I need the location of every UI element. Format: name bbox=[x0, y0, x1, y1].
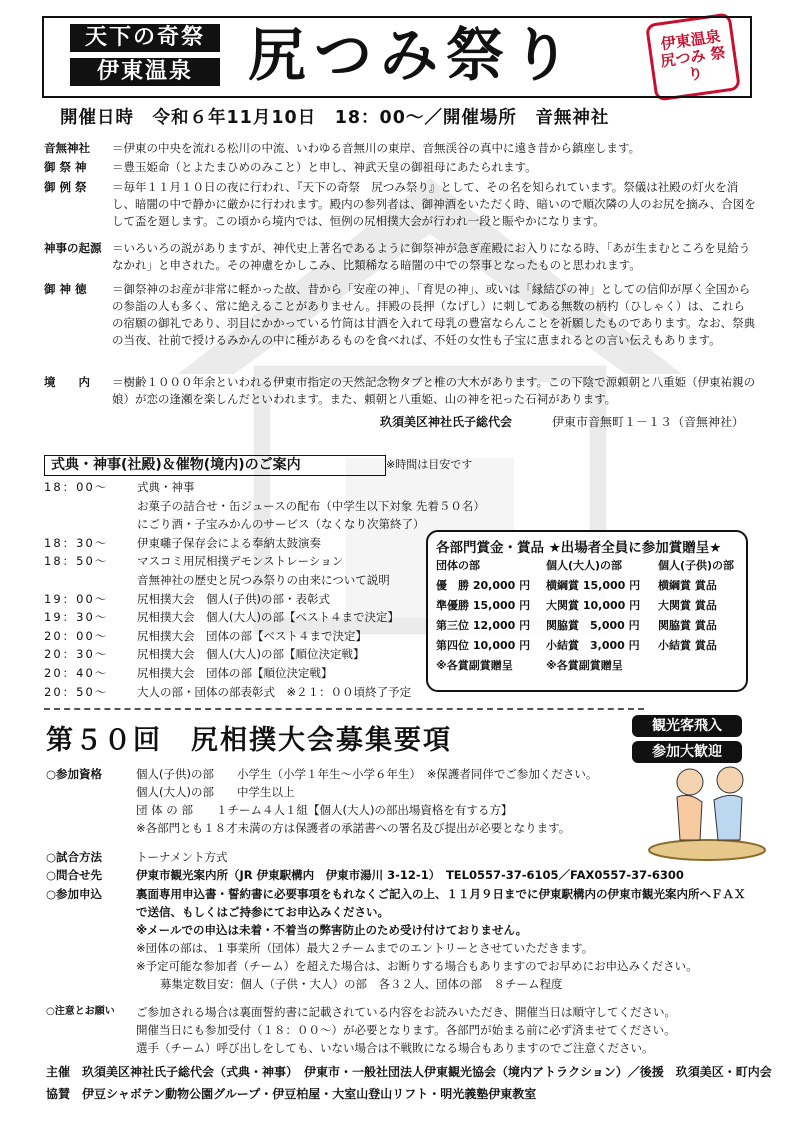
apply-line: ※予定可能な参加者（チーム）を超えた場合は、お断りする場合もありますのでお早めにお申込みください。 bbox=[136, 959, 698, 973]
section-divider bbox=[44, 708, 644, 710]
info-key: 神事の起源 bbox=[44, 241, 102, 255]
req-value bbox=[136, 765, 756, 837]
schedule-item bbox=[44, 478, 464, 497]
schedule-desc: 式典・神事 bbox=[137, 480, 195, 494]
info-text: ＝御祭神のお産が非常に軽かった故、昔から「安産の神」、「育児の神」、或いは「縁結びの神」としての信仰が厚く全国からの参詣の人も多く、常に絶えることがありません。拝殿の長押（なげし）に刺してある無数の柄杓（ひしゃく）は、これらの宿願の御礼であり、羽目にかかっている竹筒は甘酒を入れて母乳の豊富ならんことを祈願したものであります。なお、祭典の当夜、社前で授けるみかんの中に種があるものを食べれば、不妊の女性も子宝に恵まれるとの言い伝えもあります。 bbox=[112, 282, 756, 347]
prize-item: 優 勝 20,000 円 bbox=[436, 579, 531, 592]
schedule-desc: 尻相撲大会 個人(子供)の部・表彰式 bbox=[137, 591, 330, 606]
prize-item: 大関賞 10,000 円 bbox=[546, 599, 641, 612]
prize-child-column bbox=[658, 556, 734, 656]
req-key: ○試合方法 bbox=[46, 850, 103, 864]
schedule-desc: 伊東囃子保存会による奉納太鼓演奏 bbox=[137, 535, 321, 550]
req-qualification bbox=[46, 765, 756, 837]
schedule-item bbox=[44, 608, 464, 627]
schedule-item bbox=[44, 497, 485, 516]
info-row bbox=[44, 140, 756, 157]
req-value: トーナメント方式 bbox=[136, 850, 228, 864]
schedule-time: 20：50〜 bbox=[44, 684, 109, 699]
schedule-desc: マスコミ用尻相撲デモンストレーション bbox=[137, 554, 344, 569]
footer-support: 協賛 伊豆シャボテン動物公園グループ・伊豆柏屋・大室山登山リフト・明光義塾伊東教室 bbox=[46, 1087, 537, 1101]
schedule-heading: 式典・神事(社殿)＆催物(境内)のご案内 bbox=[44, 455, 386, 476]
schedule-item bbox=[44, 683, 464, 702]
signature-address: 伊東市音無町１－１３（音無神社） bbox=[552, 415, 745, 429]
signature-org: 玖須美区神社氏子総代会 bbox=[380, 415, 513, 429]
info-row bbox=[44, 179, 756, 230]
apply-line: ※団体の部は、１事業所（団体）最大２チームまでのエントリーとさせていただきます。 bbox=[136, 941, 594, 955]
schedule-time: 19：30〜 bbox=[44, 610, 109, 625]
qual-line: 団 体 の 部 １チーム４人１組【個人(大人)の部出場資格を有する方】 bbox=[136, 803, 513, 817]
schedule-desc: にごり酒・子宝みかんのサービス（なくなり次第終了） bbox=[137, 517, 425, 532]
recruit-title: 第５０回 尻相撲大会募集要項 bbox=[46, 725, 452, 756]
apply-line: 募集定数目安：個人（子供・大人）の部 各３２人、団体の部 ８チーム程度 bbox=[160, 977, 563, 991]
schedule-time: 18：50〜 bbox=[44, 554, 109, 569]
header-frame bbox=[42, 16, 752, 98]
req-key: ○参加資格 bbox=[46, 767, 103, 781]
tag-tenka-no-kisai: 天下の奇祭 bbox=[70, 24, 220, 52]
prize-title: 各部門賞金・賞品 ★出場者全員に参加賞贈呈★ bbox=[436, 540, 722, 556]
schedule-desc: お菓子の詰合せ・缶ジュースの配布（中学生以下対象 先着５０名） bbox=[137, 498, 485, 513]
schedule-desc: 音無神社の歴史と尻つみ祭りの由来について説明 bbox=[137, 572, 390, 587]
info-key: 御 例 祭 bbox=[44, 180, 87, 194]
schedule-item bbox=[44, 627, 464, 646]
info-key: 境 内 bbox=[44, 375, 90, 389]
prize-item: 関脇賞 5,000 円 bbox=[546, 619, 640, 632]
prize-item: 大関賞 賞品 bbox=[658, 599, 717, 612]
prize-item: ※各賞副賞贈呈 bbox=[546, 659, 623, 672]
info-text: ＝伊東の中央を流れる松川の中流、いわゆる音無川の東岸、音無渓谷の真中に遠き昔から鎮座します。 bbox=[112, 141, 641, 155]
schedule-item bbox=[44, 664, 464, 683]
note-line: 選手（チーム）呼び出しをしても、いない場合は不戦敗になる場合もありますのでご注意ください。 bbox=[136, 1041, 654, 1055]
schedule-time: 18：00〜 bbox=[44, 480, 109, 494]
req-key: ○参加申込 bbox=[46, 887, 103, 901]
schedule-desc: 尻相撲大会 個人(大人)の部【順位決定戦】 bbox=[137, 647, 365, 662]
info-text: ＝樹齢１０００年余といわれる伊東市指定の天然記念物タブと椎の大木があります。この下陰で源頼朝と八重姫（伊東祐親の娘）が恋の逢瀬を楽しんだといわれます。また、頼朝と八重姫、山の神を祀った石祠があります。 bbox=[112, 375, 756, 406]
schedule-item bbox=[44, 515, 464, 534]
prize-item: 第三位 12,000 円 bbox=[436, 619, 531, 632]
info-key: 御 神 徳 bbox=[44, 282, 87, 296]
page-title: 尻つみ祭り bbox=[248, 21, 579, 89]
apply-line: 裏面専用申込書・誓約書に必要事項をもれなくご記入の上、１１月９日までに伊東駅構内の伊東市観光案内所へＦＡＸで送信、もしくはご持参にてお申込みください。 bbox=[136, 887, 746, 919]
info-row bbox=[44, 159, 756, 176]
badge-line: 観光客飛入 bbox=[632, 715, 742, 737]
apply-line: ※メールでの申込は未着・不着当の弊害防止のため受け付けておりません。 bbox=[136, 923, 528, 937]
info-key: 音無神社 bbox=[44, 141, 90, 155]
schedule-item bbox=[44, 645, 464, 664]
req-notes bbox=[46, 1003, 756, 1057]
prize-item: 小結賞 賞品 bbox=[658, 639, 717, 652]
schedule-time: 18：30〜 bbox=[44, 535, 109, 550]
req-value: 伊東市観光案内所（JR 伊東駅構内 伊東市湯川 3-12-1） TEL0557-37-6105／FAX0557-37-6300 bbox=[136, 868, 684, 882]
info-row bbox=[44, 281, 756, 349]
schedule-note: ※時間は目安です bbox=[386, 458, 473, 471]
prize-item: 横綱賞 15,000 円 bbox=[546, 579, 641, 592]
prize-item: 団体の部 bbox=[436, 559, 480, 572]
prize-item: 第四位 10,000 円 bbox=[436, 639, 531, 652]
badge-line: 参加大歓迎 bbox=[632, 741, 742, 763]
schedule-time: 20：40〜 bbox=[44, 665, 109, 680]
prize-item: ※各賞副賞贈呈 bbox=[436, 659, 513, 672]
schedule-item bbox=[44, 552, 464, 571]
schedule-desc: 尻相撲大会 団体の部【順位決定戦】 bbox=[137, 665, 333, 680]
qual-line: ※各部門とも１８才未満の方は保護者の承諾書への署名及び提出が必要となります。 bbox=[136, 821, 571, 835]
event-date-location: 開催日時 令和６年11月10日 18：00〜／開催場所 音無神社 bbox=[60, 108, 610, 128]
tag-ito-onsen: 伊東温泉 bbox=[70, 58, 220, 86]
qual-line: 個人(子供)の部 小学生（小学１年生〜小学６年生） ※保護者同伴でご参加ください。 bbox=[136, 767, 598, 781]
prize-item: 個人(大人)の部 bbox=[546, 559, 623, 572]
prize-item: 横綱賞 賞品 bbox=[658, 579, 717, 592]
schedule-time: 19：00〜 bbox=[44, 591, 109, 606]
qual-line: 個人(大人)の部 中学生以上 bbox=[136, 785, 295, 799]
prize-item: 小結賞 3,000 円 bbox=[546, 639, 640, 652]
prize-item: 準優勝 15,000 円 bbox=[436, 599, 531, 612]
info-text: ＝いろいろの説がありますが、神代史上著名であるように御祭神が急ぎ産殿にお入りになる時、「あが生まむところを見給うなかれ」と申された。その神慮をかしこみ、比類稀なる暗闇の中での祭事となったものと思われます。 bbox=[112, 241, 751, 272]
prize-adult-column bbox=[546, 556, 640, 676]
req-apply bbox=[46, 885, 756, 993]
prize-team-column bbox=[436, 556, 530, 676]
info-row bbox=[44, 374, 756, 408]
req-key: ○問合せ先 bbox=[46, 868, 103, 882]
info-key: 御 祭 神 bbox=[44, 160, 87, 174]
schedule-time: 20：00〜 bbox=[44, 628, 109, 643]
req-value bbox=[136, 1003, 756, 1057]
note-line: ご参加される場合は裏面誓約書に記載されている内容をお読みいただき、開催当日は順守してください。 bbox=[136, 1005, 677, 1019]
req-contact bbox=[46, 866, 756, 884]
req-value bbox=[136, 885, 756, 993]
info-text: ＝毎年１１月１０日の夜に行われ、『天下の奇祭 尻つみ祭り』として、その名を知られています。祭儀は社殿の灯火を消し、暗闇の中で静かに厳かに行われます。殿内の参列者は、御神酒をいただく時、暗いので順次隣の人のお尻を摘み、合図をして盃を廻します。この頃から境内では、恒例の尻相撲大会が行われ一段と賑やかになります。 bbox=[112, 180, 756, 228]
schedule-item bbox=[44, 590, 464, 609]
schedule-item bbox=[44, 534, 464, 553]
note-line: 開催当日にも参加受付（１８：００〜）が必要となります。各部門が始まる前に必ず済ませてください。 bbox=[136, 1023, 676, 1037]
schedule-desc: 尻相撲大会 個人(大人)の部【ベスト４まで決定】 bbox=[137, 610, 399, 625]
tourist-welcome-badge bbox=[632, 715, 742, 775]
schedule-item bbox=[44, 571, 464, 590]
schedule-time: 20：30〜 bbox=[44, 647, 109, 662]
schedule-desc: 尻相撲大会 団体の部【ベスト４まで決定】 bbox=[137, 628, 367, 643]
schedule-desc: 大人の部・団体の部表彰式 ※２１：００頃終了予定 bbox=[137, 684, 412, 699]
prize-item: 個人(子供)の部 bbox=[658, 559, 735, 572]
stamp-text: 伊東温泉 尻つみ 祭り bbox=[659, 26, 727, 84]
req-method bbox=[46, 848, 756, 866]
prize-box bbox=[426, 530, 748, 692]
info-text: ＝豊玉姫命（とよたまひめのみこと）と申し、神武天皇の御祖母にあたられます。 bbox=[112, 160, 537, 174]
footer-host: 主催 玖須美区神社氏子総代会（式典・神事） 伊東市・一般社団法人伊東観光協会（境内アトラクション）／後援 玖須美区・町内会 bbox=[46, 1065, 772, 1079]
info-row bbox=[44, 240, 756, 274]
req-key: ○注意とお願い bbox=[46, 1006, 115, 1017]
prize-item: 関脇賞 賞品 bbox=[658, 619, 717, 632]
